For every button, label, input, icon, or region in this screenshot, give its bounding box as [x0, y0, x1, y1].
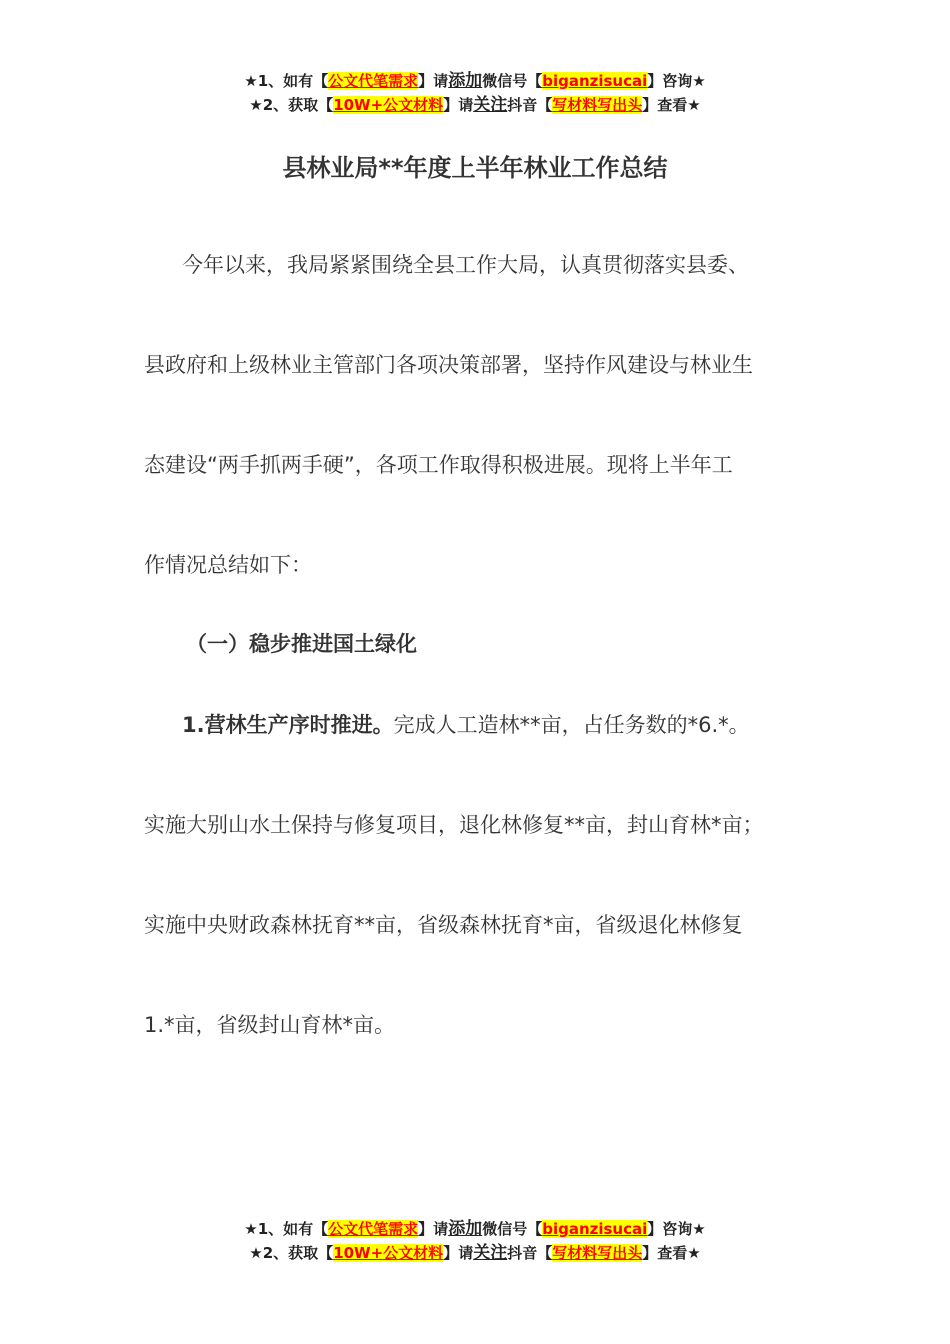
banner-text: 】请: [418, 72, 449, 90]
banner-emphasis: 添加: [448, 71, 483, 91]
paragraph-line: 态建设“两手抓两手硬”，各项工作取得积极进展。现将上半年工: [144, 453, 733, 477]
banner-text: 】查看★: [642, 96, 701, 114]
banner-highlight: 10W+公文材料: [333, 1244, 444, 1262]
banner-emphasis: 关注: [473, 1243, 508, 1263]
banner-highlight: biganzisucai: [542, 1220, 648, 1238]
banner-text: ★2、获取【: [249, 1244, 334, 1262]
header-banner: [0, 69, 950, 117]
banner-text: 】请: [443, 96, 474, 114]
footer-banner: [0, 1217, 950, 1265]
paragraph-line: 今年以来，我局紧紧围绕全县工作大局，认真贯彻落实县委、: [182, 253, 749, 277]
banner-highlight: biganzisucai: [542, 72, 648, 90]
banner-text: 抖音【: [507, 96, 553, 114]
banner-text: 】请: [443, 1244, 474, 1262]
paragraph-line: 县政府和上级林业主管部门各项决策部署，坚持作风建设与林业生: [144, 353, 753, 377]
banner-highlight: 写材料写出头: [552, 1244, 643, 1262]
paragraph-line: 1.*亩，省级封山育林*亩。: [144, 1013, 396, 1037]
banner-highlight: 写材料写出头: [552, 96, 643, 114]
banner-text: 】查看★: [642, 1244, 701, 1262]
paragraph-line: 实施大别山水土保持与修复项目，退化林修复**亩，封山育林*亩；: [144, 813, 764, 837]
banner-text: 微信号【: [482, 72, 543, 90]
banner-line-2: [0, 1241, 950, 1265]
banner-text: 】请: [418, 1220, 449, 1238]
intro-paragraph: [144, 215, 814, 615]
paragraph-line: [144, 675, 814, 775]
paragraph-line: 实施中央财政森林抚育**亩，省级森林抚育*亩，省级退化林修复: [144, 913, 743, 937]
banner-text: 抖音【: [507, 1244, 553, 1262]
banner-text: ★2、获取【: [249, 96, 334, 114]
banner-line-1: [0, 1217, 950, 1241]
banner-text: 】咨询★: [647, 72, 706, 90]
banner-emphasis: 添加: [448, 1219, 483, 1239]
banner-highlight: 公文代笔需求: [328, 72, 419, 90]
banner-line-2: [0, 93, 950, 117]
banner-text: ★1、如有【: [244, 72, 329, 90]
section-heading: （一）稳步推进国土绿化: [186, 632, 417, 656]
banner-emphasis: 关注: [473, 95, 508, 115]
document-title: 县林业局**年度上半年林业工作总结: [282, 154, 668, 182]
banner-text: 微信号【: [482, 1220, 543, 1238]
banner-highlight: 公文代笔需求: [328, 1220, 419, 1238]
item-paragraph: [144, 675, 814, 1075]
banner-text: ★1、如有【: [244, 1220, 329, 1238]
banner-line-1: [0, 69, 950, 93]
item-text: 完成人工造林**亩，占任务数的*6.*。: [393, 713, 750, 737]
paragraph-line: 作情况总结如下：: [144, 553, 312, 577]
banner-highlight: 10W+公文材料: [333, 96, 444, 114]
item-lead: 1.营林生产序时推进。: [182, 713, 394, 737]
banner-text: 】咨询★: [647, 1220, 706, 1238]
